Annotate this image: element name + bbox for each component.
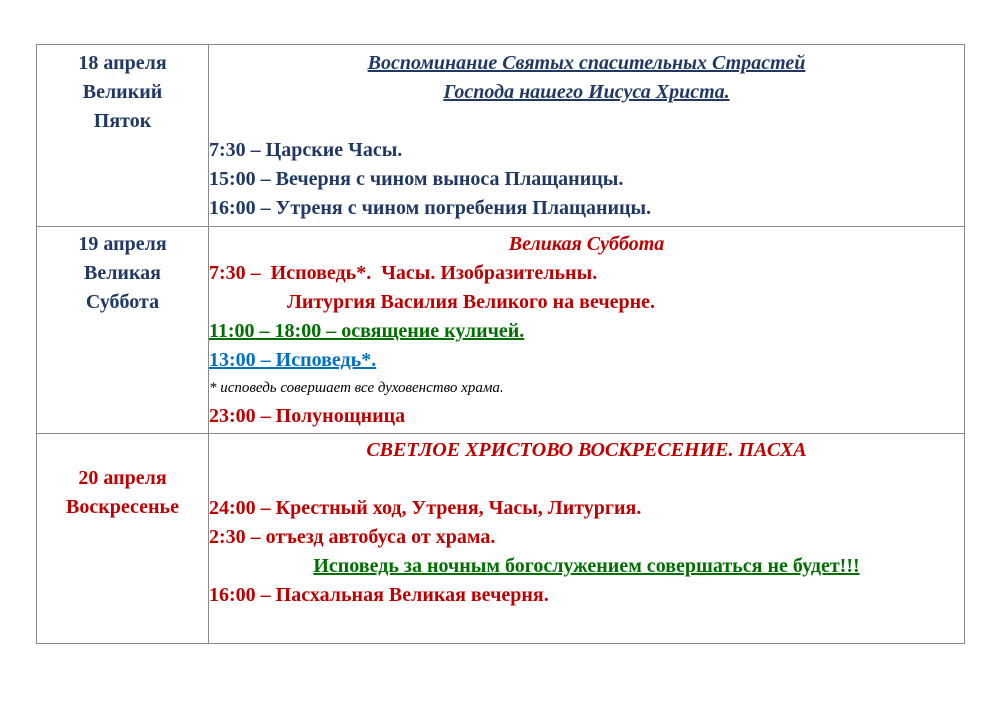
date-weekday: Пяток — [93, 110, 152, 132]
schedule-table — [36, 44, 965, 644]
service-item: 23:00 – Полунощница — [209, 405, 406, 427]
spacer — [209, 107, 964, 136]
service-item: 24:00 – Крестный ход, Утреня, Часы, Литургия. — [209, 497, 642, 519]
date-weekday: Великая — [83, 262, 161, 284]
date-weekday: Воскресенье — [66, 496, 179, 518]
date-day: 20 апреля — [78, 467, 167, 489]
date-cell-easter — [37, 434, 209, 644]
date-day: 18 апреля — [78, 52, 167, 74]
service-cell-good-friday — [209, 45, 965, 227]
service-cell-holy-saturday — [209, 227, 965, 434]
footnote: * исповедь совершает все духовенство храма. — [209, 380, 504, 396]
schedule-row-good-friday — [37, 45, 965, 227]
date-weekday: Суббота — [85, 291, 160, 313]
feast-title: Господа нашего Иисуса Христа. — [443, 81, 730, 103]
feast-title: Великая Суббота — [508, 233, 665, 255]
service-item-confession: 13:00 – Исповедь*. — [209, 349, 377, 371]
service-item: 16:00 – Пасхальная Великая вечерня. — [209, 584, 549, 606]
schedule-row-easter — [37, 434, 965, 644]
service-item: 16:00 – Утреня с чином погребения Плащаницы. — [209, 197, 652, 219]
date-cell-good-friday — [37, 45, 209, 227]
service-item-blessing: 11:00 – 18:00 – освящение куличей. — [209, 320, 525, 342]
confession-notice: Исповедь за ночным богослужением совершаться не будет!!! — [313, 555, 860, 577]
service-cell-easter — [209, 434, 965, 644]
feast-title: Воспоминание Святых спасительных Страстей — [367, 52, 806, 74]
service-item: 15:00 – Вечерня с чином выноса Плащаницы. — [209, 168, 624, 190]
spacer — [209, 465, 964, 494]
date-weekday: Великий — [82, 81, 163, 103]
date-cell-holy-saturday — [37, 227, 209, 434]
service-item: 7:30 – Царские Часы. — [209, 139, 403, 161]
service-item: 2:30 – отъезд автобуса от храма. — [209, 526, 496, 548]
service-item: 7:30 – Исповедь*. Часы. Изобразительны. — [209, 262, 598, 284]
date-day: 19 апреля — [78, 233, 167, 255]
schedule-row-holy-saturday — [37, 227, 965, 434]
feast-title: СВЕТЛОЕ ХРИСТОВО ВОСКРЕСЕНИЕ. ПАСХА — [366, 439, 807, 461]
service-item: Литургия Василия Великого на вечерне. — [287, 291, 656, 313]
